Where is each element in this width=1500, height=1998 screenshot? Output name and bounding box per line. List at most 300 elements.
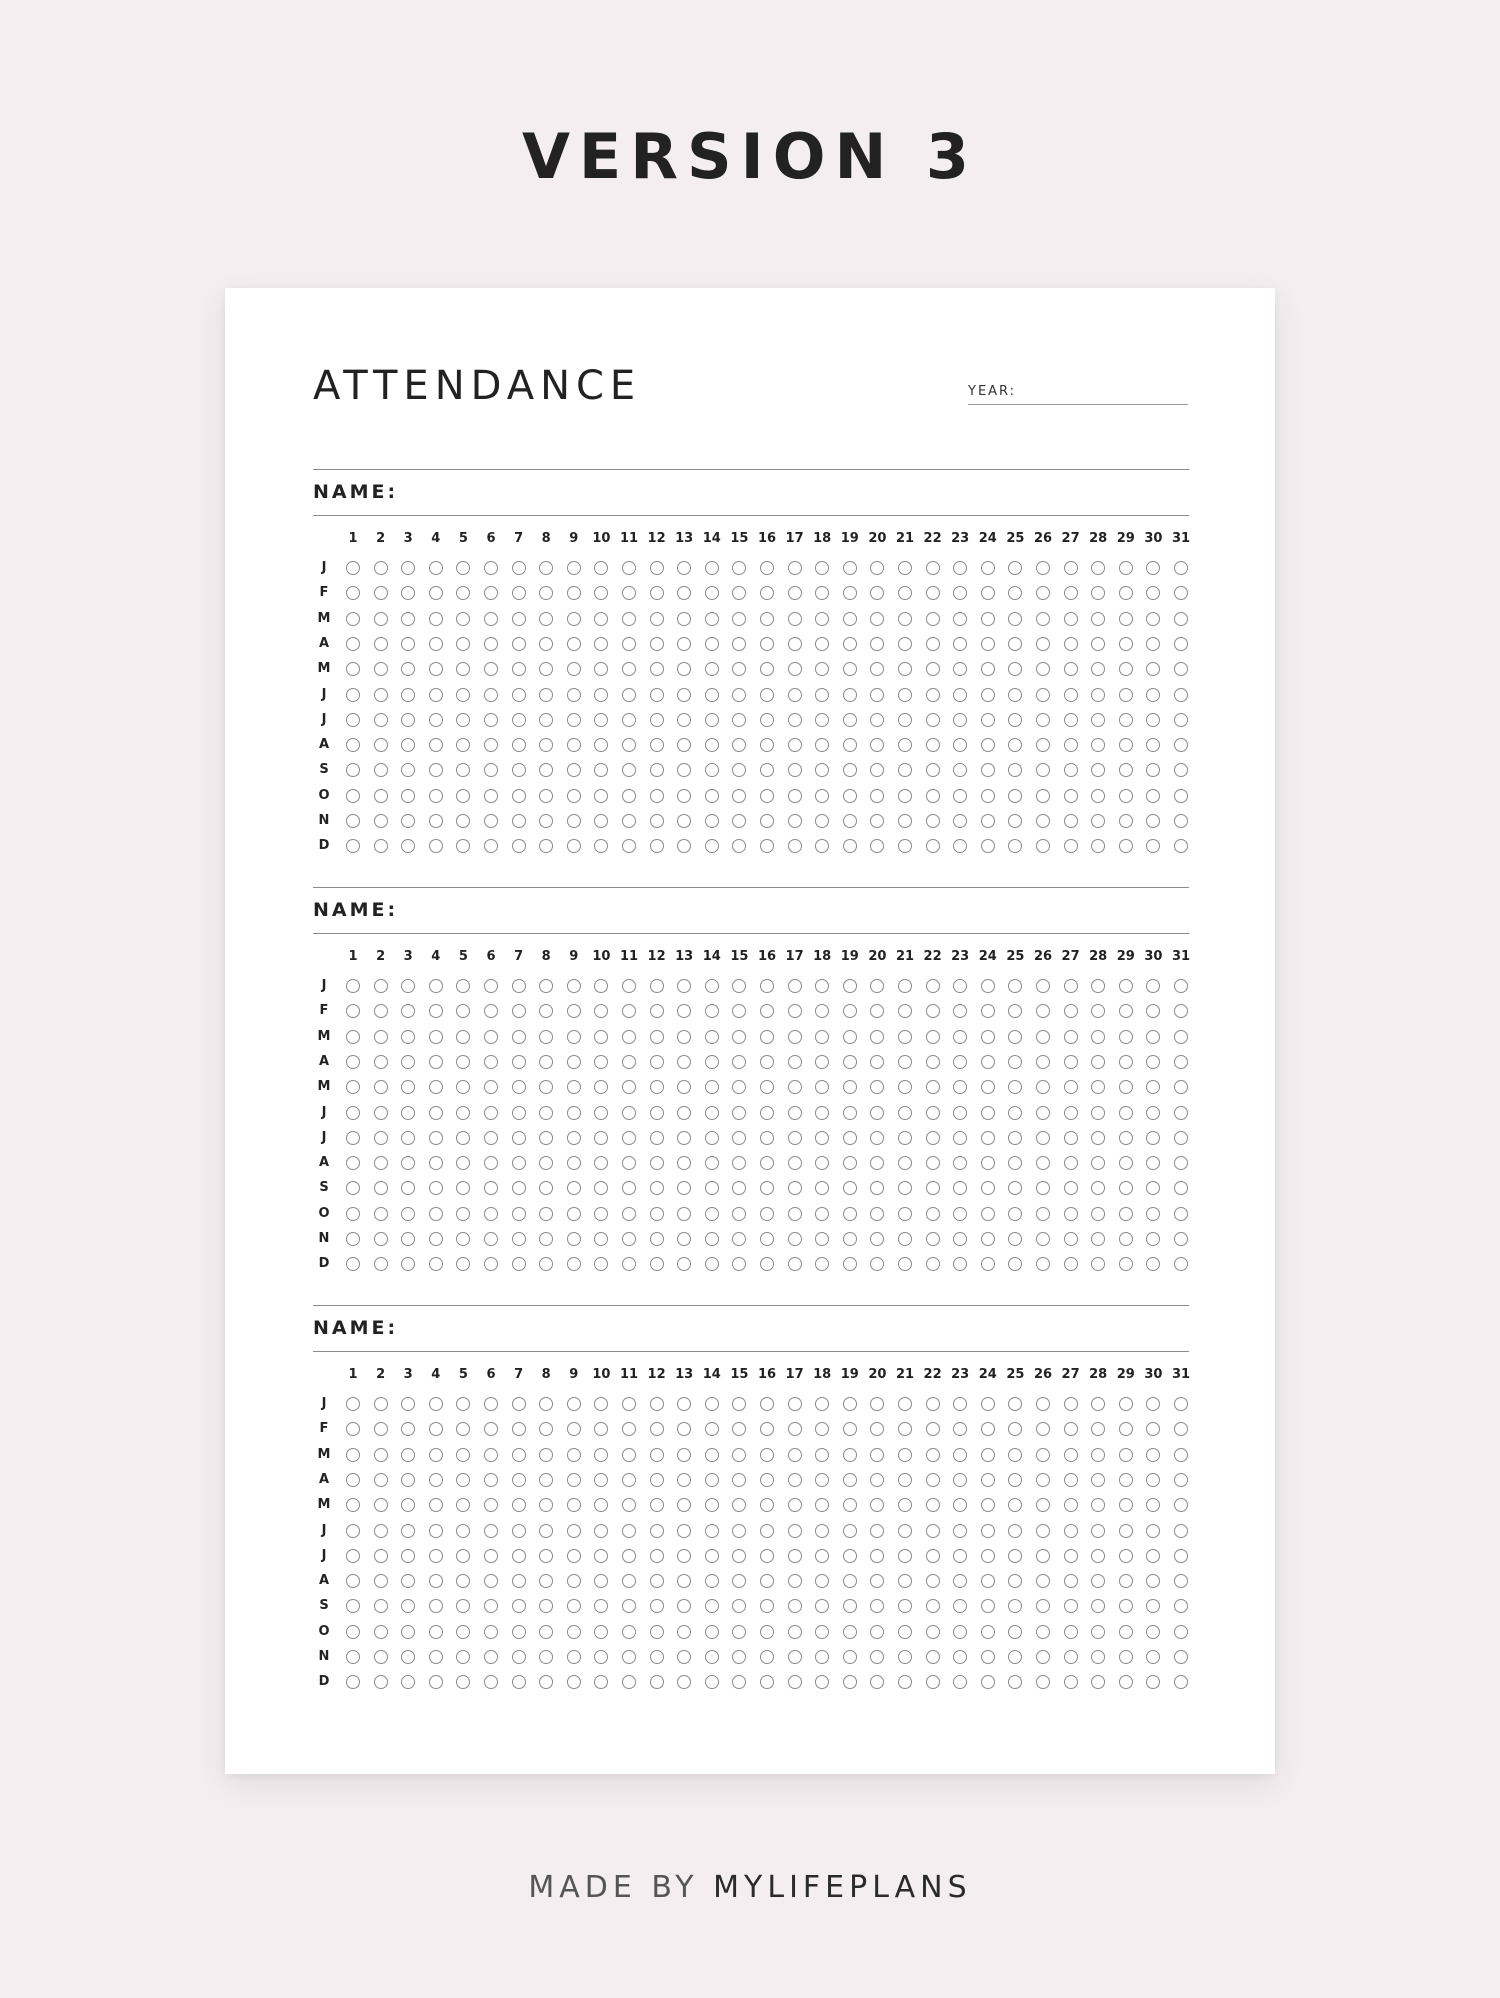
attendance-circle[interactable]: [374, 1675, 388, 1689]
attendance-circle[interactable]: [953, 1397, 967, 1411]
attendance-circle[interactable]: [1119, 1397, 1133, 1411]
attendance-circle[interactable]: [1091, 789, 1105, 803]
attendance-circle[interactable]: [374, 1156, 388, 1170]
attendance-circle[interactable]: [1146, 561, 1160, 575]
attendance-circle[interactable]: [650, 1131, 664, 1145]
attendance-circle[interactable]: [1091, 979, 1105, 993]
attendance-circle[interactable]: [374, 662, 388, 676]
attendance-circle[interactable]: [567, 1131, 581, 1145]
attendance-circle[interactable]: [705, 1650, 719, 1664]
attendance-circle[interactable]: [926, 1448, 940, 1462]
attendance-circle[interactable]: [401, 979, 415, 993]
attendance-circle[interactable]: [788, 662, 802, 676]
attendance-circle[interactable]: [346, 586, 360, 600]
attendance-circle[interactable]: [512, 1498, 526, 1512]
attendance-circle[interactable]: [870, 1181, 884, 1195]
attendance-circle[interactable]: [484, 1106, 498, 1120]
attendance-circle[interactable]: [374, 1448, 388, 1462]
attendance-circle[interactable]: [567, 637, 581, 651]
attendance-circle[interactable]: [1119, 586, 1133, 600]
attendance-circle[interactable]: [374, 1030, 388, 1044]
attendance-circle[interactable]: [622, 586, 636, 600]
attendance-circle[interactable]: [512, 763, 526, 777]
attendance-circle[interactable]: [953, 1549, 967, 1563]
attendance-circle[interactable]: [926, 1055, 940, 1069]
attendance-circle[interactable]: [1064, 1574, 1078, 1588]
attendance-circle[interactable]: [567, 1030, 581, 1044]
attendance-circle[interactable]: [1064, 1397, 1078, 1411]
attendance-circle[interactable]: [1036, 1257, 1050, 1271]
attendance-circle[interactable]: [732, 1675, 746, 1689]
attendance-circle[interactable]: [677, 688, 691, 702]
attendance-circle[interactable]: [1091, 763, 1105, 777]
attendance-circle[interactable]: [953, 1207, 967, 1221]
attendance-circle[interactable]: [429, 738, 443, 752]
attendance-circle[interactable]: [484, 1574, 498, 1588]
attendance-circle[interactable]: [374, 612, 388, 626]
attendance-circle[interactable]: [1064, 789, 1078, 803]
attendance-circle[interactable]: [677, 586, 691, 600]
attendance-circle[interactable]: [512, 1232, 526, 1246]
attendance-circle[interactable]: [898, 688, 912, 702]
attendance-circle[interactable]: [594, 1473, 608, 1487]
attendance-circle[interactable]: [512, 1181, 526, 1195]
attendance-circle[interactable]: [401, 1574, 415, 1588]
attendance-circle[interactable]: [512, 1055, 526, 1069]
attendance-circle[interactable]: [484, 1625, 498, 1639]
attendance-circle[interactable]: [1008, 789, 1022, 803]
attendance-circle[interactable]: [1064, 1080, 1078, 1094]
attendance-circle[interactable]: [1008, 1131, 1022, 1145]
attendance-circle[interactable]: [677, 637, 691, 651]
attendance-circle[interactable]: [926, 637, 940, 651]
attendance-circle[interactable]: [622, 1397, 636, 1411]
attendance-circle[interactable]: [346, 1448, 360, 1462]
attendance-circle[interactable]: [594, 814, 608, 828]
attendance-circle[interactable]: [926, 814, 940, 828]
attendance-circle[interactable]: [705, 1549, 719, 1563]
attendance-circle[interactable]: [539, 789, 553, 803]
attendance-circle[interactable]: [456, 713, 470, 727]
attendance-circle[interactable]: [1146, 1080, 1160, 1094]
attendance-circle[interactable]: [1091, 1257, 1105, 1271]
attendance-circle[interactable]: [760, 1397, 774, 1411]
attendance-circle[interactable]: [705, 1599, 719, 1613]
attendance-circle[interactable]: [346, 1599, 360, 1613]
attendance-circle[interactable]: [512, 1397, 526, 1411]
attendance-circle[interactable]: [1174, 1599, 1188, 1613]
attendance-circle[interactable]: [898, 763, 912, 777]
attendance-circle[interactable]: [346, 1207, 360, 1221]
attendance-circle[interactable]: [1091, 1549, 1105, 1563]
attendance-circle[interactable]: [401, 688, 415, 702]
attendance-circle[interactable]: [594, 1574, 608, 1588]
attendance-circle[interactable]: [705, 1498, 719, 1512]
attendance-circle[interactable]: [898, 1599, 912, 1613]
attendance-circle[interactable]: [539, 561, 553, 575]
attendance-circle[interactable]: [732, 839, 746, 853]
attendance-circle[interactable]: [1119, 738, 1133, 752]
attendance-circle[interactable]: [926, 561, 940, 575]
attendance-circle[interactable]: [843, 1625, 857, 1639]
attendance-circle[interactable]: [374, 713, 388, 727]
attendance-circle[interactable]: [815, 1498, 829, 1512]
attendance-circle[interactable]: [512, 738, 526, 752]
attendance-circle[interactable]: [1091, 662, 1105, 676]
attendance-circle[interactable]: [1091, 586, 1105, 600]
attendance-circle[interactable]: [650, 1448, 664, 1462]
attendance-circle[interactable]: [1119, 789, 1133, 803]
attendance-circle[interactable]: [926, 662, 940, 676]
attendance-circle[interactable]: [898, 1030, 912, 1044]
attendance-circle[interactable]: [815, 1257, 829, 1271]
attendance-circle[interactable]: [374, 586, 388, 600]
attendance-circle[interactable]: [1008, 637, 1022, 651]
attendance-circle[interactable]: [870, 1473, 884, 1487]
attendance-circle[interactable]: [843, 1004, 857, 1018]
attendance-circle[interactable]: [677, 1549, 691, 1563]
attendance-circle[interactable]: [1119, 1650, 1133, 1664]
attendance-circle[interactable]: [732, 1080, 746, 1094]
attendance-circle[interactable]: [677, 1181, 691, 1195]
attendance-circle[interactable]: [705, 1257, 719, 1271]
attendance-circle[interactable]: [926, 1498, 940, 1512]
attendance-circle[interactable]: [1064, 713, 1078, 727]
attendance-circle[interactable]: [429, 637, 443, 651]
attendance-circle[interactable]: [456, 1650, 470, 1664]
attendance-circle[interactable]: [677, 1599, 691, 1613]
attendance-circle[interactable]: [677, 1106, 691, 1120]
attendance-circle[interactable]: [622, 789, 636, 803]
attendance-circle[interactable]: [815, 1448, 829, 1462]
attendance-circle[interactable]: [815, 586, 829, 600]
attendance-circle[interactable]: [456, 1675, 470, 1689]
attendance-circle[interactable]: [429, 1448, 443, 1462]
attendance-circle[interactable]: [843, 1422, 857, 1436]
attendance-circle[interactable]: [815, 662, 829, 676]
attendance-circle[interactable]: [953, 688, 967, 702]
attendance-circle[interactable]: [512, 1549, 526, 1563]
attendance-circle[interactable]: [346, 1574, 360, 1588]
attendance-circle[interactable]: [953, 662, 967, 676]
attendance-circle[interactable]: [1064, 1106, 1078, 1120]
attendance-circle[interactable]: [677, 1473, 691, 1487]
attendance-circle[interactable]: [732, 1422, 746, 1436]
attendance-circle[interactable]: [622, 1232, 636, 1246]
attendance-circle[interactable]: [484, 789, 498, 803]
attendance-circle[interactable]: [870, 979, 884, 993]
attendance-circle[interactable]: [677, 1498, 691, 1512]
attendance-circle[interactable]: [760, 789, 774, 803]
attendance-circle[interactable]: [1119, 1156, 1133, 1170]
attendance-circle[interactable]: [788, 637, 802, 651]
attendance-circle[interactable]: [1174, 713, 1188, 727]
attendance-circle[interactable]: [1036, 586, 1050, 600]
attendance-circle[interactable]: [953, 1080, 967, 1094]
attendance-circle[interactable]: [677, 612, 691, 626]
attendance-circle[interactable]: [953, 1004, 967, 1018]
attendance-circle[interactable]: [374, 839, 388, 853]
attendance-circle[interactable]: [429, 1625, 443, 1639]
attendance-circle[interactable]: [1008, 688, 1022, 702]
attendance-circle[interactable]: [677, 1207, 691, 1221]
attendance-circle[interactable]: [374, 979, 388, 993]
attendance-circle[interactable]: [401, 1448, 415, 1462]
attendance-circle[interactable]: [788, 1524, 802, 1538]
attendance-circle[interactable]: [456, 814, 470, 828]
attendance-circle[interactable]: [1091, 1055, 1105, 1069]
attendance-circle[interactable]: [981, 1422, 995, 1436]
attendance-circle[interactable]: [898, 1232, 912, 1246]
attendance-circle[interactable]: [484, 1055, 498, 1069]
attendance-circle[interactable]: [650, 1055, 664, 1069]
attendance-circle[interactable]: [401, 637, 415, 651]
attendance-circle[interactable]: [1091, 1232, 1105, 1246]
attendance-circle[interactable]: [622, 1156, 636, 1170]
attendance-circle[interactable]: [926, 763, 940, 777]
attendance-circle[interactable]: [567, 1106, 581, 1120]
attendance-circle[interactable]: [374, 1574, 388, 1588]
attendance-circle[interactable]: [622, 1055, 636, 1069]
attendance-circle[interactable]: [788, 612, 802, 626]
attendance-circle[interactable]: [1008, 612, 1022, 626]
attendance-circle[interactable]: [1091, 561, 1105, 575]
attendance-circle[interactable]: [1036, 1473, 1050, 1487]
attendance-circle[interactable]: [567, 1473, 581, 1487]
attendance-circle[interactable]: [346, 763, 360, 777]
attendance-circle[interactable]: [1064, 1131, 1078, 1145]
attendance-circle[interactable]: [677, 1232, 691, 1246]
attendance-circle[interactable]: [484, 688, 498, 702]
attendance-circle[interactable]: [456, 637, 470, 651]
attendance-circle[interactable]: [981, 612, 995, 626]
attendance-circle[interactable]: [456, 612, 470, 626]
attendance-circle[interactable]: [732, 1625, 746, 1639]
attendance-circle[interactable]: [401, 1181, 415, 1195]
attendance-circle[interactable]: [898, 1498, 912, 1512]
attendance-circle[interactable]: [981, 1675, 995, 1689]
attendance-circle[interactable]: [1036, 789, 1050, 803]
attendance-circle[interactable]: [760, 1080, 774, 1094]
attendance-circle[interactable]: [429, 1397, 443, 1411]
attendance-circle[interactable]: [401, 1650, 415, 1664]
attendance-circle[interactable]: [815, 763, 829, 777]
attendance-circle[interactable]: [539, 738, 553, 752]
attendance-circle[interactable]: [429, 1156, 443, 1170]
attendance-circle[interactable]: [401, 1106, 415, 1120]
attendance-circle[interactable]: [815, 1055, 829, 1069]
attendance-circle[interactable]: [788, 814, 802, 828]
attendance-circle[interactable]: [953, 1106, 967, 1120]
attendance-circle[interactable]: [1119, 1080, 1133, 1094]
attendance-circle[interactable]: [1008, 1524, 1022, 1538]
attendance-circle[interactable]: [650, 1232, 664, 1246]
attendance-circle[interactable]: [1036, 1422, 1050, 1436]
attendance-circle[interactable]: [677, 1524, 691, 1538]
attendance-circle[interactable]: [374, 1131, 388, 1145]
attendance-circle[interactable]: [567, 763, 581, 777]
attendance-circle[interactable]: [456, 1574, 470, 1588]
attendance-circle[interactable]: [512, 1473, 526, 1487]
attendance-circle[interactable]: [953, 1473, 967, 1487]
attendance-circle[interactable]: [843, 1574, 857, 1588]
attendance-circle[interactable]: [1036, 1207, 1050, 1221]
attendance-circle[interactable]: [788, 1650, 802, 1664]
attendance-circle[interactable]: [788, 1448, 802, 1462]
attendance-circle[interactable]: [677, 1625, 691, 1639]
attendance-circle[interactable]: [650, 814, 664, 828]
attendance-circle[interactable]: [401, 1030, 415, 1044]
attendance-circle[interactable]: [898, 1549, 912, 1563]
attendance-circle[interactable]: [870, 586, 884, 600]
attendance-circle[interactable]: [484, 1599, 498, 1613]
attendance-circle[interactable]: [1008, 1498, 1022, 1512]
attendance-circle[interactable]: [1174, 662, 1188, 676]
attendance-circle[interactable]: [788, 1422, 802, 1436]
attendance-circle[interactable]: [594, 979, 608, 993]
attendance-circle[interactable]: [1008, 1650, 1022, 1664]
attendance-circle[interactable]: [1036, 1106, 1050, 1120]
attendance-circle[interactable]: [1119, 1675, 1133, 1689]
attendance-circle[interactable]: [1091, 1106, 1105, 1120]
attendance-circle[interactable]: [539, 1422, 553, 1436]
attendance-circle[interactable]: [401, 1207, 415, 1221]
attendance-circle[interactable]: [512, 789, 526, 803]
attendance-circle[interactable]: [843, 637, 857, 651]
attendance-circle[interactable]: [512, 662, 526, 676]
attendance-circle[interactable]: [1146, 713, 1160, 727]
attendance-circle[interactable]: [843, 561, 857, 575]
attendance-circle[interactable]: [594, 1650, 608, 1664]
attendance-circle[interactable]: [788, 1106, 802, 1120]
attendance-circle[interactable]: [346, 1397, 360, 1411]
attendance-circle[interactable]: [705, 979, 719, 993]
attendance-circle[interactable]: [484, 1207, 498, 1221]
attendance-circle[interactable]: [1064, 1004, 1078, 1018]
attendance-circle[interactable]: [898, 586, 912, 600]
attendance-circle[interactable]: [622, 1004, 636, 1018]
attendance-circle[interactable]: [1146, 1004, 1160, 1018]
attendance-circle[interactable]: [705, 612, 719, 626]
attendance-circle[interactable]: [732, 738, 746, 752]
attendance-circle[interactable]: [815, 979, 829, 993]
attendance-circle[interactable]: [843, 1156, 857, 1170]
attendance-circle[interactable]: [981, 839, 995, 853]
attendance-circle[interactable]: [1036, 1397, 1050, 1411]
attendance-circle[interactable]: [1146, 1257, 1160, 1271]
attendance-circle[interactable]: [953, 979, 967, 993]
attendance-circle[interactable]: [1091, 1156, 1105, 1170]
attendance-circle[interactable]: [1036, 1131, 1050, 1145]
attendance-circle[interactable]: [374, 1625, 388, 1639]
attendance-circle[interactable]: [870, 1106, 884, 1120]
attendance-circle[interactable]: [484, 561, 498, 575]
attendance-circle[interactable]: [512, 1650, 526, 1664]
attendance-circle[interactable]: [456, 1030, 470, 1044]
attendance-circle[interactable]: [512, 1422, 526, 1436]
attendance-circle[interactable]: [1008, 1448, 1022, 1462]
attendance-circle[interactable]: [1036, 1650, 1050, 1664]
attendance-circle[interactable]: [539, 1574, 553, 1588]
attendance-circle[interactable]: [815, 561, 829, 575]
attendance-circle[interactable]: [926, 1574, 940, 1588]
attendance-circle[interactable]: [456, 1106, 470, 1120]
attendance-circle[interactable]: [1091, 1625, 1105, 1639]
attendance-circle[interactable]: [650, 979, 664, 993]
attendance-circle[interactable]: [870, 763, 884, 777]
attendance-circle[interactable]: [622, 1599, 636, 1613]
attendance-circle[interactable]: [622, 713, 636, 727]
attendance-circle[interactable]: [401, 1625, 415, 1639]
attendance-circle[interactable]: [594, 1004, 608, 1018]
attendance-circle[interactable]: [567, 561, 581, 575]
attendance-circle[interactable]: [1008, 1599, 1022, 1613]
attendance-circle[interactable]: [815, 1030, 829, 1044]
attendance-circle[interactable]: [705, 637, 719, 651]
attendance-circle[interactable]: [870, 1004, 884, 1018]
attendance-circle[interactable]: [870, 1675, 884, 1689]
attendance-circle[interactable]: [1146, 612, 1160, 626]
attendance-circle[interactable]: [788, 1232, 802, 1246]
attendance-circle[interactable]: [401, 1232, 415, 1246]
attendance-circle[interactable]: [429, 1080, 443, 1094]
attendance-circle[interactable]: [981, 1156, 995, 1170]
attendance-circle[interactable]: [870, 1549, 884, 1563]
attendance-circle[interactable]: [1174, 1625, 1188, 1639]
attendance-circle[interactable]: [788, 1080, 802, 1094]
attendance-circle[interactable]: [898, 1055, 912, 1069]
attendance-circle[interactable]: [1174, 1004, 1188, 1018]
attendance-circle[interactable]: [898, 979, 912, 993]
attendance-circle[interactable]: [788, 789, 802, 803]
attendance-circle[interactable]: [1091, 1524, 1105, 1538]
attendance-circle[interactable]: [1119, 1207, 1133, 1221]
attendance-circle[interactable]: [898, 1156, 912, 1170]
attendance-circle[interactable]: [677, 789, 691, 803]
attendance-circle[interactable]: [788, 1030, 802, 1044]
attendance-circle[interactable]: [484, 814, 498, 828]
attendance-circle[interactable]: [429, 612, 443, 626]
attendance-circle[interactable]: [1064, 1156, 1078, 1170]
attendance-circle[interactable]: [870, 1156, 884, 1170]
attendance-circle[interactable]: [953, 1599, 967, 1613]
attendance-circle[interactable]: [1064, 1232, 1078, 1246]
attendance-circle[interactable]: [843, 1473, 857, 1487]
attendance-circle[interactable]: [1146, 1448, 1160, 1462]
attendance-circle[interactable]: [1036, 1549, 1050, 1563]
attendance-circle[interactable]: [594, 561, 608, 575]
attendance-circle[interactable]: [732, 586, 746, 600]
attendance-circle[interactable]: [539, 1055, 553, 1069]
attendance-circle[interactable]: [760, 1650, 774, 1664]
attendance-circle[interactable]: [622, 1181, 636, 1195]
attendance-circle[interactable]: [484, 979, 498, 993]
attendance-circle[interactable]: [374, 814, 388, 828]
attendance-circle[interactable]: [484, 1498, 498, 1512]
attendance-circle[interactable]: [401, 1473, 415, 1487]
attendance-circle[interactable]: [788, 1574, 802, 1588]
attendance-circle[interactable]: [732, 713, 746, 727]
attendance-circle[interactable]: [374, 1422, 388, 1436]
attendance-circle[interactable]: [539, 1030, 553, 1044]
attendance-circle[interactable]: [1008, 763, 1022, 777]
attendance-circle[interactable]: [788, 1156, 802, 1170]
attendance-circle[interactable]: [843, 839, 857, 853]
attendance-circle[interactable]: [1091, 1650, 1105, 1664]
attendance-circle[interactable]: [815, 1080, 829, 1094]
attendance-circle[interactable]: [1008, 1030, 1022, 1044]
attendance-circle[interactable]: [760, 637, 774, 651]
